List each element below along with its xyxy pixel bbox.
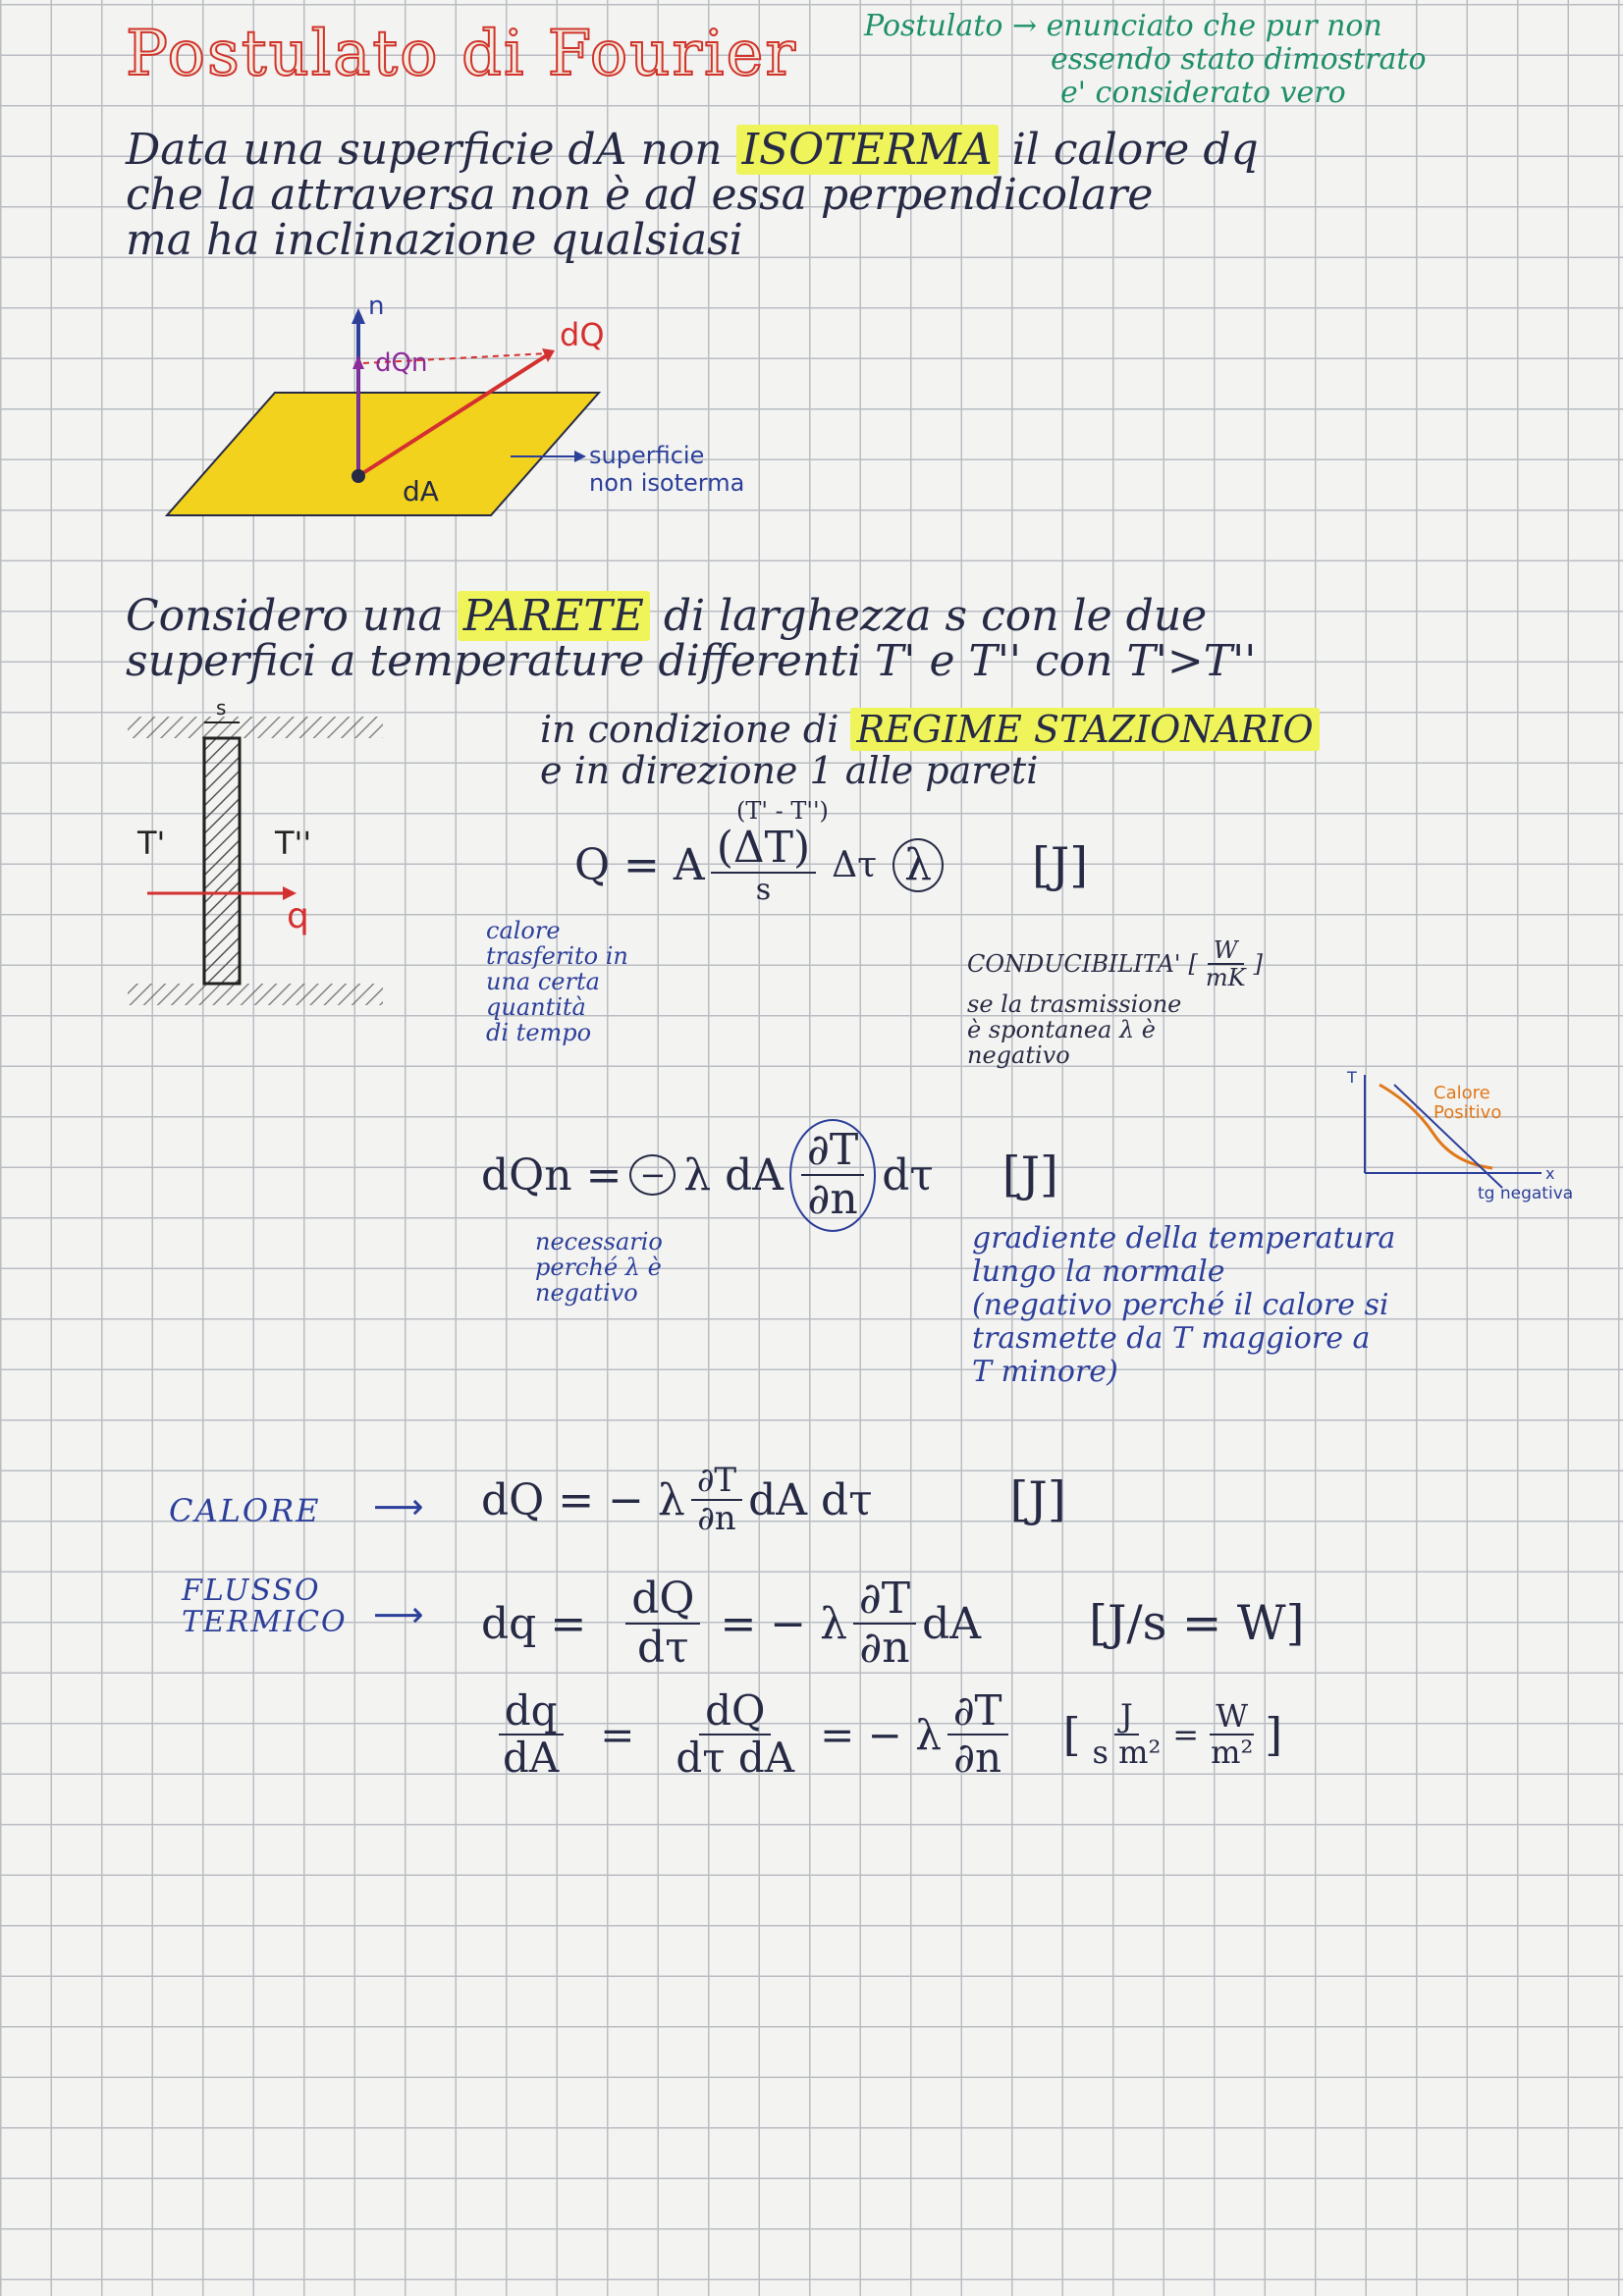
eq1-fraction — [711, 825, 816, 906]
t1-label: T' — [137, 825, 166, 862]
necessario-note — [535, 1229, 663, 1306]
mini-graph-curve-label: Calore — [1434, 1083, 1490, 1103]
flusso-label-line: FLUSSO — [182, 1574, 321, 1608]
gradiente-line: (negativo perché il calore si — [972, 1288, 1389, 1322]
necessario-line: perché λ è — [535, 1254, 662, 1281]
calore-note-line: quantità — [486, 993, 586, 1021]
gradiente-line: trasmette da T maggiore a — [972, 1321, 1371, 1356]
conducibilita-line: è spontanea λ è — [967, 1015, 1157, 1043]
intro-line-1-end: il calore dq — [1011, 125, 1259, 175]
dq-label: dQ — [560, 316, 605, 353]
density-unit-den-2: m² — [1211, 1734, 1254, 1772]
isothermal-plane — [167, 393, 599, 515]
density-middle: = − λ — [820, 1710, 942, 1759]
density-unit-den-1: s m² — [1092, 1734, 1162, 1772]
eq1-lhs: Q = A — [574, 840, 705, 891]
regime-line-1-start: in condizione di — [540, 708, 839, 751]
q-label: q — [287, 896, 309, 936]
necessario-line: necessario — [535, 1228, 663, 1255]
eq2-tail: dτ — [882, 1149, 934, 1201]
calore-eq-tail: dA dτ — [748, 1474, 873, 1525]
density-den-3: ∂n — [953, 1734, 1002, 1783]
conducibilita-line: se la trasmissione — [967, 989, 1182, 1018]
density-equals: = — [600, 1710, 635, 1759]
flusso-eq-unit: [J/s = W] — [1089, 1596, 1305, 1652]
side-note — [864, 10, 1427, 110]
t2-label: T'' — [275, 825, 312, 862]
calore-arrow: ⟶ — [373, 1487, 424, 1527]
density-fraction-3 — [947, 1688, 1008, 1781]
temperature-mini-graph — [1335, 1065, 1615, 1212]
eq2-denominator: ∂n — [807, 1174, 858, 1225]
calore-note-line: una certa — [486, 968, 600, 995]
gradiente-line: T minore) — [972, 1355, 1118, 1389]
conducibilita-title: CONDUCIBILITA' — [967, 950, 1181, 979]
flusso-eq-tail: dA — [922, 1598, 982, 1649]
eq2-sign: − — [629, 1154, 676, 1196]
surface-vector-diagram — [157, 294, 825, 550]
eq1-lambda: λ — [893, 838, 944, 892]
flusso-eq-unit-text: J/s = W — [1107, 1596, 1286, 1652]
calore-note — [486, 918, 628, 1045]
calore-note-line: trasferito in — [486, 942, 628, 970]
mini-graph-y-label: T — [1347, 1068, 1357, 1087]
thickness-label: s — [216, 697, 227, 720]
flusso-eq-den-1: dτ — [637, 1623, 689, 1674]
intro-paragraph — [126, 125, 1259, 265]
density-unit: [ $\frac{J}{\text{s m²}}$ = $\frac{W}{\text{m²}}$ ] — [1062, 1697, 1283, 1772]
density-unit-num-2: W — [1210, 1699, 1254, 1735]
calore-eq-unit-text: J — [1028, 1472, 1048, 1528]
mini-graph-x-label: x — [1545, 1164, 1555, 1183]
origin-point — [352, 469, 365, 483]
flusso-eq-fraction-2 — [853, 1575, 916, 1673]
calore-label: CALORE — [169, 1492, 321, 1529]
density-fraction-1 — [497, 1688, 565, 1781]
equation-flusso — [481, 1575, 1304, 1673]
equation-calore — [481, 1463, 1066, 1538]
intro-line-2: che la attraversa non è ad essa perpendicolare — [126, 170, 1154, 220]
density-den-2: dτ dA — [676, 1734, 795, 1783]
wall-diagram — [118, 697, 393, 1021]
flusso-eq-lhs: dq = — [481, 1598, 587, 1649]
page-title: Postulato di Fourier — [126, 18, 797, 90]
delta-t-note: (T' - T'') — [736, 797, 829, 825]
flusso-eq-num-2: ∂T — [853, 1575, 916, 1625]
calore-eq-unit: [J] — [1009, 1472, 1066, 1528]
flusso-eq-fraction-1 — [625, 1575, 700, 1673]
gradiente-note — [972, 1222, 1395, 1389]
gradiente-line: lungo la normale — [972, 1255, 1225, 1289]
wall-line-1-end: di larghezza s con le due — [663, 591, 1208, 641]
eq1-unit: [J] — [1031, 837, 1089, 893]
flusso-eq-num-1: dQ — [625, 1575, 700, 1625]
conducibilita-line: negativo — [967, 1041, 1070, 1069]
density-unit-fraction-2 — [1205, 1699, 1259, 1770]
equation-normal-heat — [481, 1119, 1058, 1232]
conducibilita-unit-num: W — [1208, 937, 1244, 965]
calore-note-line: di tempo — [486, 1019, 592, 1046]
eq1-denominator: s — [755, 873, 772, 908]
flusso-arrow: ⟶ — [373, 1595, 424, 1635]
wall-body — [204, 738, 240, 984]
eq2-lambda-da: λ dA — [683, 1149, 784, 1201]
wall-top-hatch — [128, 717, 383, 738]
wall-paragraph — [126, 591, 1257, 686]
calore-eq-denominator: ∂n — [697, 1499, 736, 1539]
conducibilita-unit: [ $\frac{W}{mK}$ ] — [1188, 936, 1263, 992]
mini-graph-tg-label: tg negativa — [1478, 1184, 1574, 1203]
eq2-fraction — [789, 1119, 876, 1232]
density-num-3: ∂T — [947, 1688, 1008, 1735]
calore-eq-numerator: ∂T — [691, 1463, 742, 1501]
density-unit-fraction-1 — [1087, 1699, 1167, 1770]
plane-note-line: superficie — [589, 442, 705, 469]
highlight-isoterma: ISOTERMA — [736, 125, 999, 175]
eq2-unit-text: J — [1020, 1148, 1040, 1203]
da-label: dA — [403, 475, 439, 507]
equation-heat-total — [574, 825, 1088, 906]
necessario-line: negativo — [535, 1279, 638, 1307]
mini-graph-curve-label: Positivo — [1434, 1102, 1502, 1123]
regime-line-2: e in direzione 1 alle pareti — [540, 749, 1039, 792]
normal-arrow-head — [352, 308, 365, 324]
wall-line-2: superfici a temperature differenti T' e T'' con T'>T'' — [126, 636, 1257, 686]
density-num-2: dQ — [699, 1688, 771, 1735]
density-unit-num-1: J — [1114, 1699, 1139, 1735]
eq2-lhs: dQn = — [481, 1149, 622, 1201]
conducibilita-title-row — [967, 937, 1263, 991]
wall-line-1-start: Considero una — [126, 591, 444, 641]
calore-eq-fraction — [691, 1463, 742, 1538]
conducibilita-note — [967, 937, 1263, 1068]
eq2-unit: [J] — [1001, 1148, 1058, 1203]
density-den-1: dA — [503, 1734, 560, 1783]
conducibilita-unit-den: mK — [1205, 964, 1246, 992]
eq1-numerator: (ΔT) — [711, 825, 816, 874]
side-note-line: e' considerato vero — [1060, 76, 1346, 110]
dqn-arrow-head — [352, 355, 364, 369]
wall-line-1 — [126, 591, 1256, 641]
regime-paragraph — [540, 709, 1320, 791]
density-num-1: dq — [499, 1688, 564, 1735]
flusso-label — [182, 1575, 348, 1638]
equation-flux-density — [491, 1688, 1282, 1781]
intro-line-1 — [126, 125, 1259, 175]
plane-note-line: non isoterma — [589, 469, 745, 497]
intro-line-1-start: Data una superficie dA non — [126, 125, 723, 175]
highlight-regime: REGIME STAZIONARIO — [850, 708, 1319, 751]
calore-eq-lhs: dQ = − λ — [481, 1474, 685, 1525]
plane-pointer-head — [574, 451, 586, 462]
side-note-line: Postulato → enunciato che pur non — [864, 9, 1382, 43]
gradiente-line: gradiente della temperatura — [972, 1221, 1396, 1255]
eq2-numerator: ∂T — [801, 1127, 864, 1176]
flusso-eq-den-2: ∂n — [859, 1623, 910, 1674]
dqn-label: dQn — [375, 348, 428, 378]
flusso-eq-middle: = − λ — [720, 1598, 848, 1649]
conducibilita-unit-fraction — [1200, 937, 1252, 991]
highlight-parete: PARETE — [458, 591, 650, 641]
regime-line-1 — [540, 709, 1320, 750]
wall-bottom-hatch — [128, 984, 383, 1005]
intro-line-3: ma ha inclinazione qualsiasi — [126, 215, 743, 265]
side-note-line: essendo stato dimostrato — [1051, 42, 1427, 77]
eq1-unit-text: J — [1050, 837, 1070, 893]
density-fraction-2 — [670, 1688, 800, 1781]
normal-label: n — [368, 294, 385, 321]
calore-note-line: calore — [486, 917, 561, 944]
eq1-delta-tau: Δτ — [832, 845, 878, 886]
flusso-label-line: TERMICO — [182, 1605, 348, 1639]
density-unit-equals: = — [1172, 1716, 1200, 1754]
